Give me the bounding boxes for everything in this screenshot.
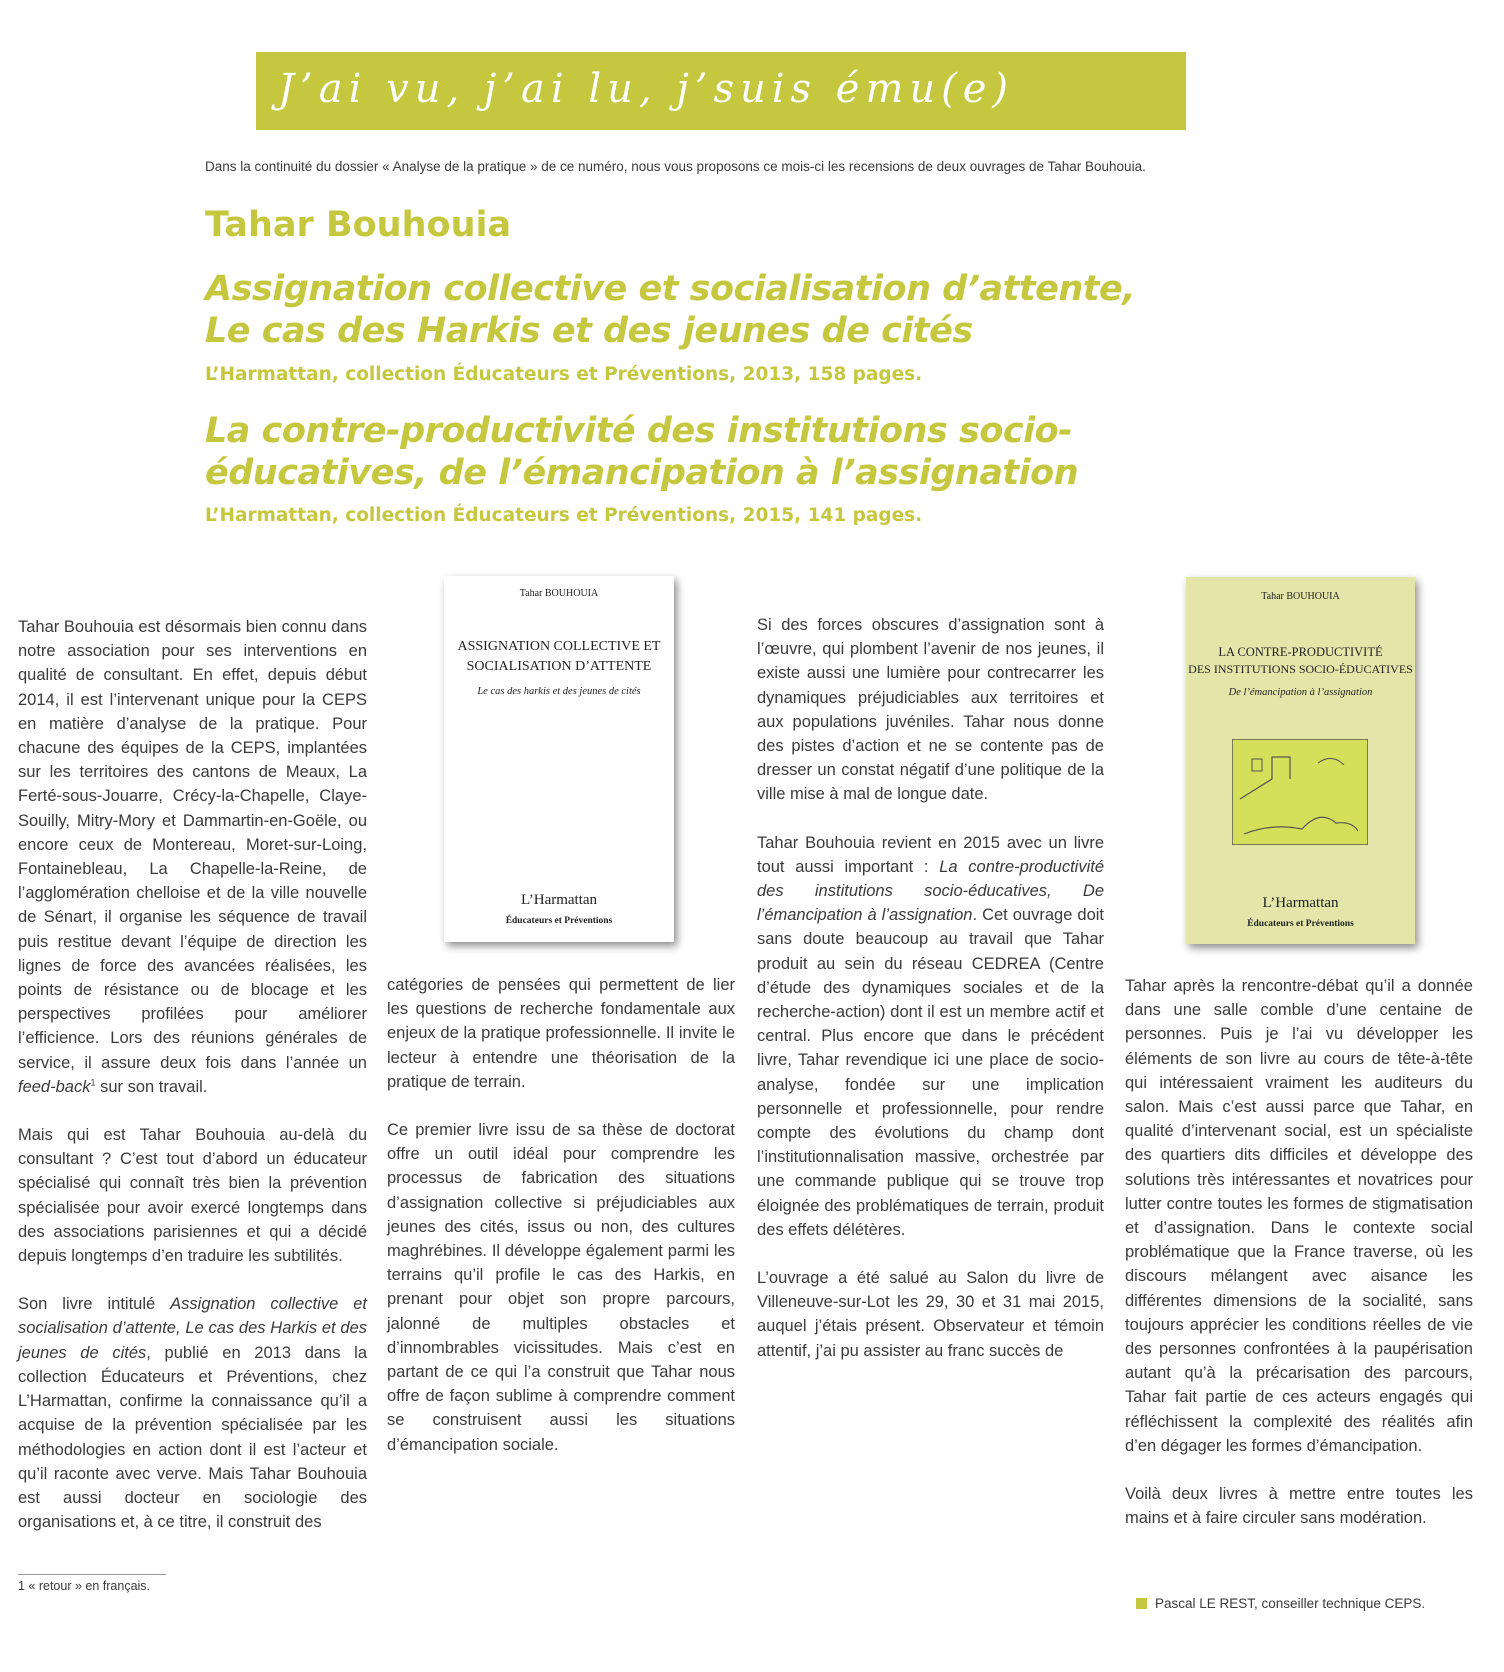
signature-text: Pascal LE REST, conseiller technique CEPS. [1155, 1596, 1426, 1611]
col3-paragraph-3: L’ouvrage a été salué au Salon du livre de Villeneuve-sur-Lot les 29, 30 et 31 mai 2015, auquel j’étais présent. Observateur et témoin attentif, j’ai pu assister au franc succès de [757, 1269, 1104, 1360]
column-2 [387, 973, 735, 1457]
book2-publisher: L’Harmattan, collection Éducateurs et Préventions, 2015, 141 pages. [205, 505, 923, 526]
col2-paragraph-1: catégories de pensées qui permettent de lier les questions de recherche fondamentale aux enjeux de la pratique professionnelle. Il invite le lecteur à entendre une théorisation de la pratique de terrain. [387, 976, 735, 1091]
col1-paragraph-3: Son livre intitulé Assignation collective et socialisation d’attente, Le cas des Harkis et des jeunes de cités, publié en 2013 dans la collection Éducateurs et Préventions, chez L’Harmattan, confirme la connaissance qu’il a acquise de la prévention spécialisée par les méthodologies en action dont il est l’acteur et qu’il raconte avec verve. Mais Tahar Bouhouia est aussi docteur en sociologie des organisations et, à ce titre, il construit des [18, 1295, 367, 1532]
section-title: J’ai vu, j’ai lu, j’suis ému(e) [278, 66, 1015, 112]
cover2-title-line2: DES INSTITUTIONS SOCIO-ÉDUCATIVES [1188, 662, 1413, 676]
book1-title-inline: Assignation collective et socialisation d’attente, Le cas des Harkis et des jeunes de cités [18, 1295, 367, 1362]
col1-paragraph-1: Tahar Bouhouia est désormais bien connu dans notre association pour ses interventions en qualité de consultant. En effet, depuis début 2014, il est l’intervenant unique pour la CEPS en matière d’analyse de la pratique. Pour chacune des équipes de la CEPS, implantées sur les territoires des cantons de Meaux, La Ferté-sous-Jouarre, Crécy-la-Chapelle, Claye-Souilly, Mitry-Mory et Dammartin-en-Goële, ou encore ceux de Montereau, Moret-sur-Loing, Fontainebleau, La Chapelle-la-Reine, de l’agglomération chelloise et de la ville nouvelle de Sénart, il organise les séquence de travail puis restitue devant l’équipe de direction les lignes de force des avancées réalisées, les points de résistance ou de blocage et les perspectives profilées pour améliorer l’efficience. Lors des réunions générales de service, il assure deux fois dans l’année un feed-back$^1$ sur son travail. [18, 618, 367, 1096]
book2-title-inline: La contre-productivité des institutions socio-éducatives, De l’émancipation à l’assignation [757, 857, 1105, 925]
column-1 [18, 615, 367, 1534]
cover2-author: Tahar BOUHOUIA [1261, 591, 1340, 602]
cover1-publisher-logo: L’Harmattan [520, 892, 598, 908]
cover2-publisher-logo: L’Harmattan [1262, 895, 1339, 911]
col3-paragraph-2: Tahar Bouhouia revient en 2015 avec un livre tout aussi important : La contre-productivité des institutions socio-éducatives, De l’émancipation à l’assignation. Cet ouvrage doit sans doute beaucoup au travail que Tahar produit au sein du réseau CEDREA (Centre d’étude des dynamiques sociales et de la recherche-action) dont il est un membre actif et central. Plus encore que dans le précédent livre, Tahar revendique ici une place de socio-analyse, fondée sur une implication personnelle et professionnelle, pour rendre compte des évolutions du champ dont l’institutionnalisation massive, orchestrée par une commande publique qui se trouve trop éloignée des problématiques de terrain, produit des effets délétères. [757, 833, 1105, 1239]
cover1-author: Tahar BOUHOUIA [519, 588, 599, 599]
section-banner [256, 52, 1186, 130]
col1-paragraph-2: Mais qui est Tahar Bouhouia au-delà du consultant ? C’est tout d’abord un éducateur spécialisé qui connaît très bien la prévention spécialisée pour avoir exercé longtemps dans des associations parisiennes et qui a décidé depuis longtemps d’en traduire les subtilités. [18, 1126, 367, 1266]
col4-paragraph-1: Tahar après la rencontre-débat qu’il a donnée dans une salle comble d’une centaine de personnes. Puis je l’ai vu développer les éléments de son livre au cours de tête-à-tête qui intéressaient vraiment les auditeurs du salon. Mais c’est aussi parce que Tahar, en qualité d’intervenant social, est un spécialiste des quartiers dits difficiles et développe des solutions très intéressantes et novatrices pour lutter contre toutes les formes de stigmatisation et d’assignation. Dans le contexte social problématique que la France traverse, où les discours mélangent avec aisance les différentes dimensions de la socialité, sans toujours apprécier les conditions réelles de vie des personnes confrontées à la paupérisation autant qu’à la précarisation des parcours, Tahar fait partie de ces acteurs engagés qui réfléchissent la complexité des réalités afin d’en dégager les formes d’émancipation. [1125, 977, 1473, 1455]
cover1-title-line2: SOCIALISATION D’ATTENTE [466, 659, 652, 674]
book2-title-line1: La contre-productivité des institutions socio- [205, 411, 1073, 451]
cover1-subtitle: Le cas des harkis et des jeunes de cités [477, 686, 641, 697]
cover2-series: Éducateurs et Préventions [1247, 919, 1354, 929]
footnote-ref: 1 [90, 1077, 96, 1088]
book1-publisher: L’Harmattan, collection Éducateurs et Préventions, 2013, 158 pages. [205, 364, 923, 385]
book-cover-2 [1186, 577, 1415, 944]
cover1-title-line1: ASSIGNATION COLLECTIVE ET [457, 639, 661, 654]
col3-paragraph-1: Si des forces obscures d’assignation sont à l’œuvre, qui plombent l’avenir de nos jeunes, il existe aussi une lumière pour contrecarrer les dynamiques préjudiciables aux territoires et aux populations juvéniles. Tahar nous donne des pistes d’action et ne se contente pas de dresser un constat négatif d’une politique de la ville mise à mal de longue date. [757, 616, 1104, 804]
cover2-title-line1: LA CONTRE-PRODUCTIVITÉ [1218, 645, 1383, 659]
book1-title-line1: Assignation collective et socialisation d’attente, [205, 269, 1136, 309]
col4-paragraph-2: Voilà deux livres à mettre entre toutes les mains et à faire circuler sans modération. [1125, 1485, 1473, 1528]
footnote-divider [18, 1574, 166, 1575]
square-bullet-icon [1136, 1598, 1147, 1609]
book1-title-line2: Le cas des Harkis et des jeunes de cités [205, 311, 973, 351]
col2-paragraph-2: Ce premier livre issu de sa thèse de doctorat offre un outil idéal pour comprendre les processus de fabrication des situations d’assignation collective si préjudiciables aux jeunes des cités, issus ou non, des cultures maghrébines. Il développe également parmi les terrains qu’il profile le cas des Harkis, en prenant pour objet son propre parcours, jalonné de multiples obstacles et d’innombrables vicissitudes. Mais c’est en partant de ce qui l’a construit que Tahar nous offre de façon sublime à comprendre comment se construisent aussi les situations d’émancipation sociale. [387, 1121, 735, 1454]
book2-title-line2: éducatives, de l’émancipation à l’assignation [205, 453, 1079, 493]
column-3 [757, 613, 1104, 1363]
author-heading: Tahar Bouhouia [205, 205, 512, 245]
footnote: 1 « retour » en français. [18, 1579, 151, 1593]
signature [1136, 1596, 1425, 1611]
cover2-subtitle: De l’émancipation à l’assignation [1228, 687, 1373, 698]
book-cover-1 [444, 576, 674, 942]
feed-back-term: feed-back [18, 1077, 91, 1096]
column-4 [1125, 974, 1473, 1530]
intro-text: Dans la continuité du dossier « Analyse de la pratique » de ce numéro, nous vous proposons ce mois-ci les recensions de deux ouvrages de Tahar Bouhouia. [205, 159, 1146, 174]
cover2-illustration [1232, 739, 1368, 845]
cover1-series: Éducateurs et Préventions [505, 916, 613, 926]
